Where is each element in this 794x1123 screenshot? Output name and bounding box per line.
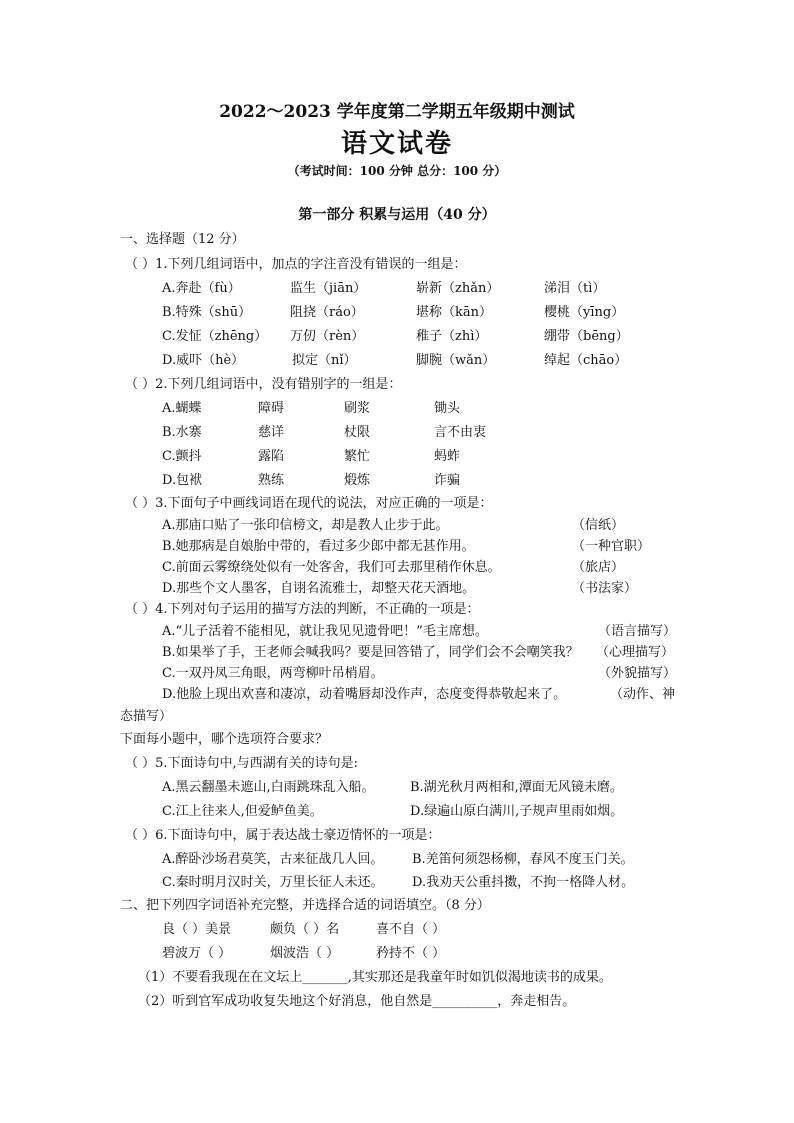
q3-option-b: B.她那病是自娘胎中带的，看过多少郎中都无甚作用。 [162, 539, 475, 554]
section2-sentence-1: （1）不要看我现在在文坛上_______,其实那还是我童年时如饥似渴地读书的成果。 [138, 970, 612, 985]
q2-stem: （ ）2.下列几组词语中，没有错别字的一组是： [125, 377, 402, 392]
q4-option-a: A.“儿子活着不能相见，就让我见见遗骨吧！”毛主席想。 [162, 624, 488, 639]
part1-title: 第一部分 积累与运用（40 分） [298, 207, 496, 223]
q4-option-b: B.如果举了手，王老师会喊我吗？要是回答错了，同学们会不会嘲笑我？ [162, 645, 579, 660]
q6-option-c: C.秦时明月汉时关，万里长征人未还。 [162, 875, 384, 890]
subject-title: 语文试卷 [340, 129, 453, 159]
q4-option-a-answer: （语言描写） [598, 624, 677, 639]
q4-stem: （ ）4.下列对句子运用的描写方法的判断，不正确的一项是： [125, 602, 480, 617]
q4-option-c-answer: （外貌描写） [598, 666, 677, 681]
q5-option-b: B.湖光秋月两相和,潭面无风镜未磨。 [410, 780, 623, 795]
q4-option-b-answer: （心理描写） [596, 645, 675, 660]
q1-stem: （ ）1.下列几组词语中，加点的字注音没有错误的一组是： [125, 257, 467, 272]
q2-option-d: D.包袱 熟练 煅炼 诈骗 [162, 473, 461, 488]
section1-heading: 一、选择题（12 分） [120, 232, 245, 247]
q1-option-c: C.发怔（zhēng） 万仞（rèn） 稚子（zhì） 绷带（bēng） [162, 329, 629, 344]
q3-option-d: D.那些个文人墨客，自诩名流雅士，却整天花天酒地。 [162, 581, 476, 596]
q4-option-d: D.他脸上现出欢喜和凄凉，动着嘴唇却没作声，态度变得恭敬起来了。 [162, 687, 567, 702]
q2-option-a: A.蝴蝶 障碍 刷浆 锄头 [162, 401, 461, 416]
section2-words-row2: 碧波万（ ） 烟波浩（ ） 矜持不（ ） [162, 946, 446, 961]
q6-option-d: D.我劝天公重抖擞，不拘一格降人材。 [412, 875, 635, 890]
section2-sentence-2: （2）听到官军成功收复失地这个好消息，他自然是__________，奔走相告。 [138, 994, 576, 1009]
exam-title-line: 2022～2023 学年度第二学期五年级期中测试 [219, 102, 575, 122]
q5-option-c: C.江上往来人,但爱鲈鱼美。 [162, 804, 323, 819]
q3-option-c: C.前面云雾缭绕处似有一处客舍，我们可去那里稍作休息。 [162, 560, 501, 575]
q6-stem: （ ）6.下面诗句中，属于表达战士豪迈情怀的一项是： [125, 828, 441, 843]
q5-stem: （ ）5.下面诗句中,与西湖有关的诗句是: [125, 756, 359, 771]
q1-option-b: B.特殊（shū） 阻挠（ráo） 堪称（kān） 樱桃（yīng） [162, 305, 625, 320]
q3-option-b-answer: （一种官职） [572, 539, 651, 554]
section2-heading: 二、把下列四字词语补充完整，并选择合适的词语填空。（8 分） [120, 898, 490, 913]
q4-option-c: C.一双丹凤三角眼，两弯柳叶吊梢眉。 [162, 666, 384, 681]
q2-option-b: B.水寨 慈详 杖限 言不由衷 [162, 425, 487, 440]
q3-option-c-answer: （旅店） [572, 560, 625, 575]
q3-stem: （ ）3.下面句子中画线词语在现代的说法，对应正确的一项是： [125, 496, 493, 511]
q4-option-d-answer-wrap: 态描写） [120, 709, 173, 724]
q6-option-b: B.羌笛何须怨杨柳，春风不度玉门关。 [412, 852, 634, 867]
section2-words-row1: 良（ ）美景 颇负（ ）名 喜不自（ ） [162, 922, 446, 937]
exam-info: （考试时间：100 分钟 总分：100 分） [287, 164, 507, 178]
q1-option-a: A.奔赴（fù） 监生（jiān） 崭新（zhǎn） 涕泪（tì） [162, 281, 606, 296]
q2-option-c: C.颤抖 露陷 繁忙 蚂蚱 [162, 449, 461, 464]
q3-option-a-answer: （信纸） [572, 518, 625, 533]
q3-option-a: A.那庙口贴了一张印信榜文，却是教人止步于此。 [162, 518, 449, 533]
q3-option-d-answer: （书法家） [572, 581, 638, 596]
q5-option-a: A.黑云翻墨未遮山,白雨跳珠乱入船。 [162, 780, 375, 795]
q6-option-a: A.醉卧沙场君莫笑，古来征战几人回。 [162, 852, 384, 867]
q5-option-d: D.绿遍山原白满川,子规声里雨如烟。 [410, 804, 624, 819]
sub-intro: 下面每小题中，哪个选项符合要求？ [120, 732, 329, 747]
q1-option-d: D.威吓（hè） 拟定（nǐ） 脚腕（wǎn） 绰起（chāo） [162, 353, 628, 368]
q4-option-d-answer: （动作、神 [610, 687, 676, 702]
